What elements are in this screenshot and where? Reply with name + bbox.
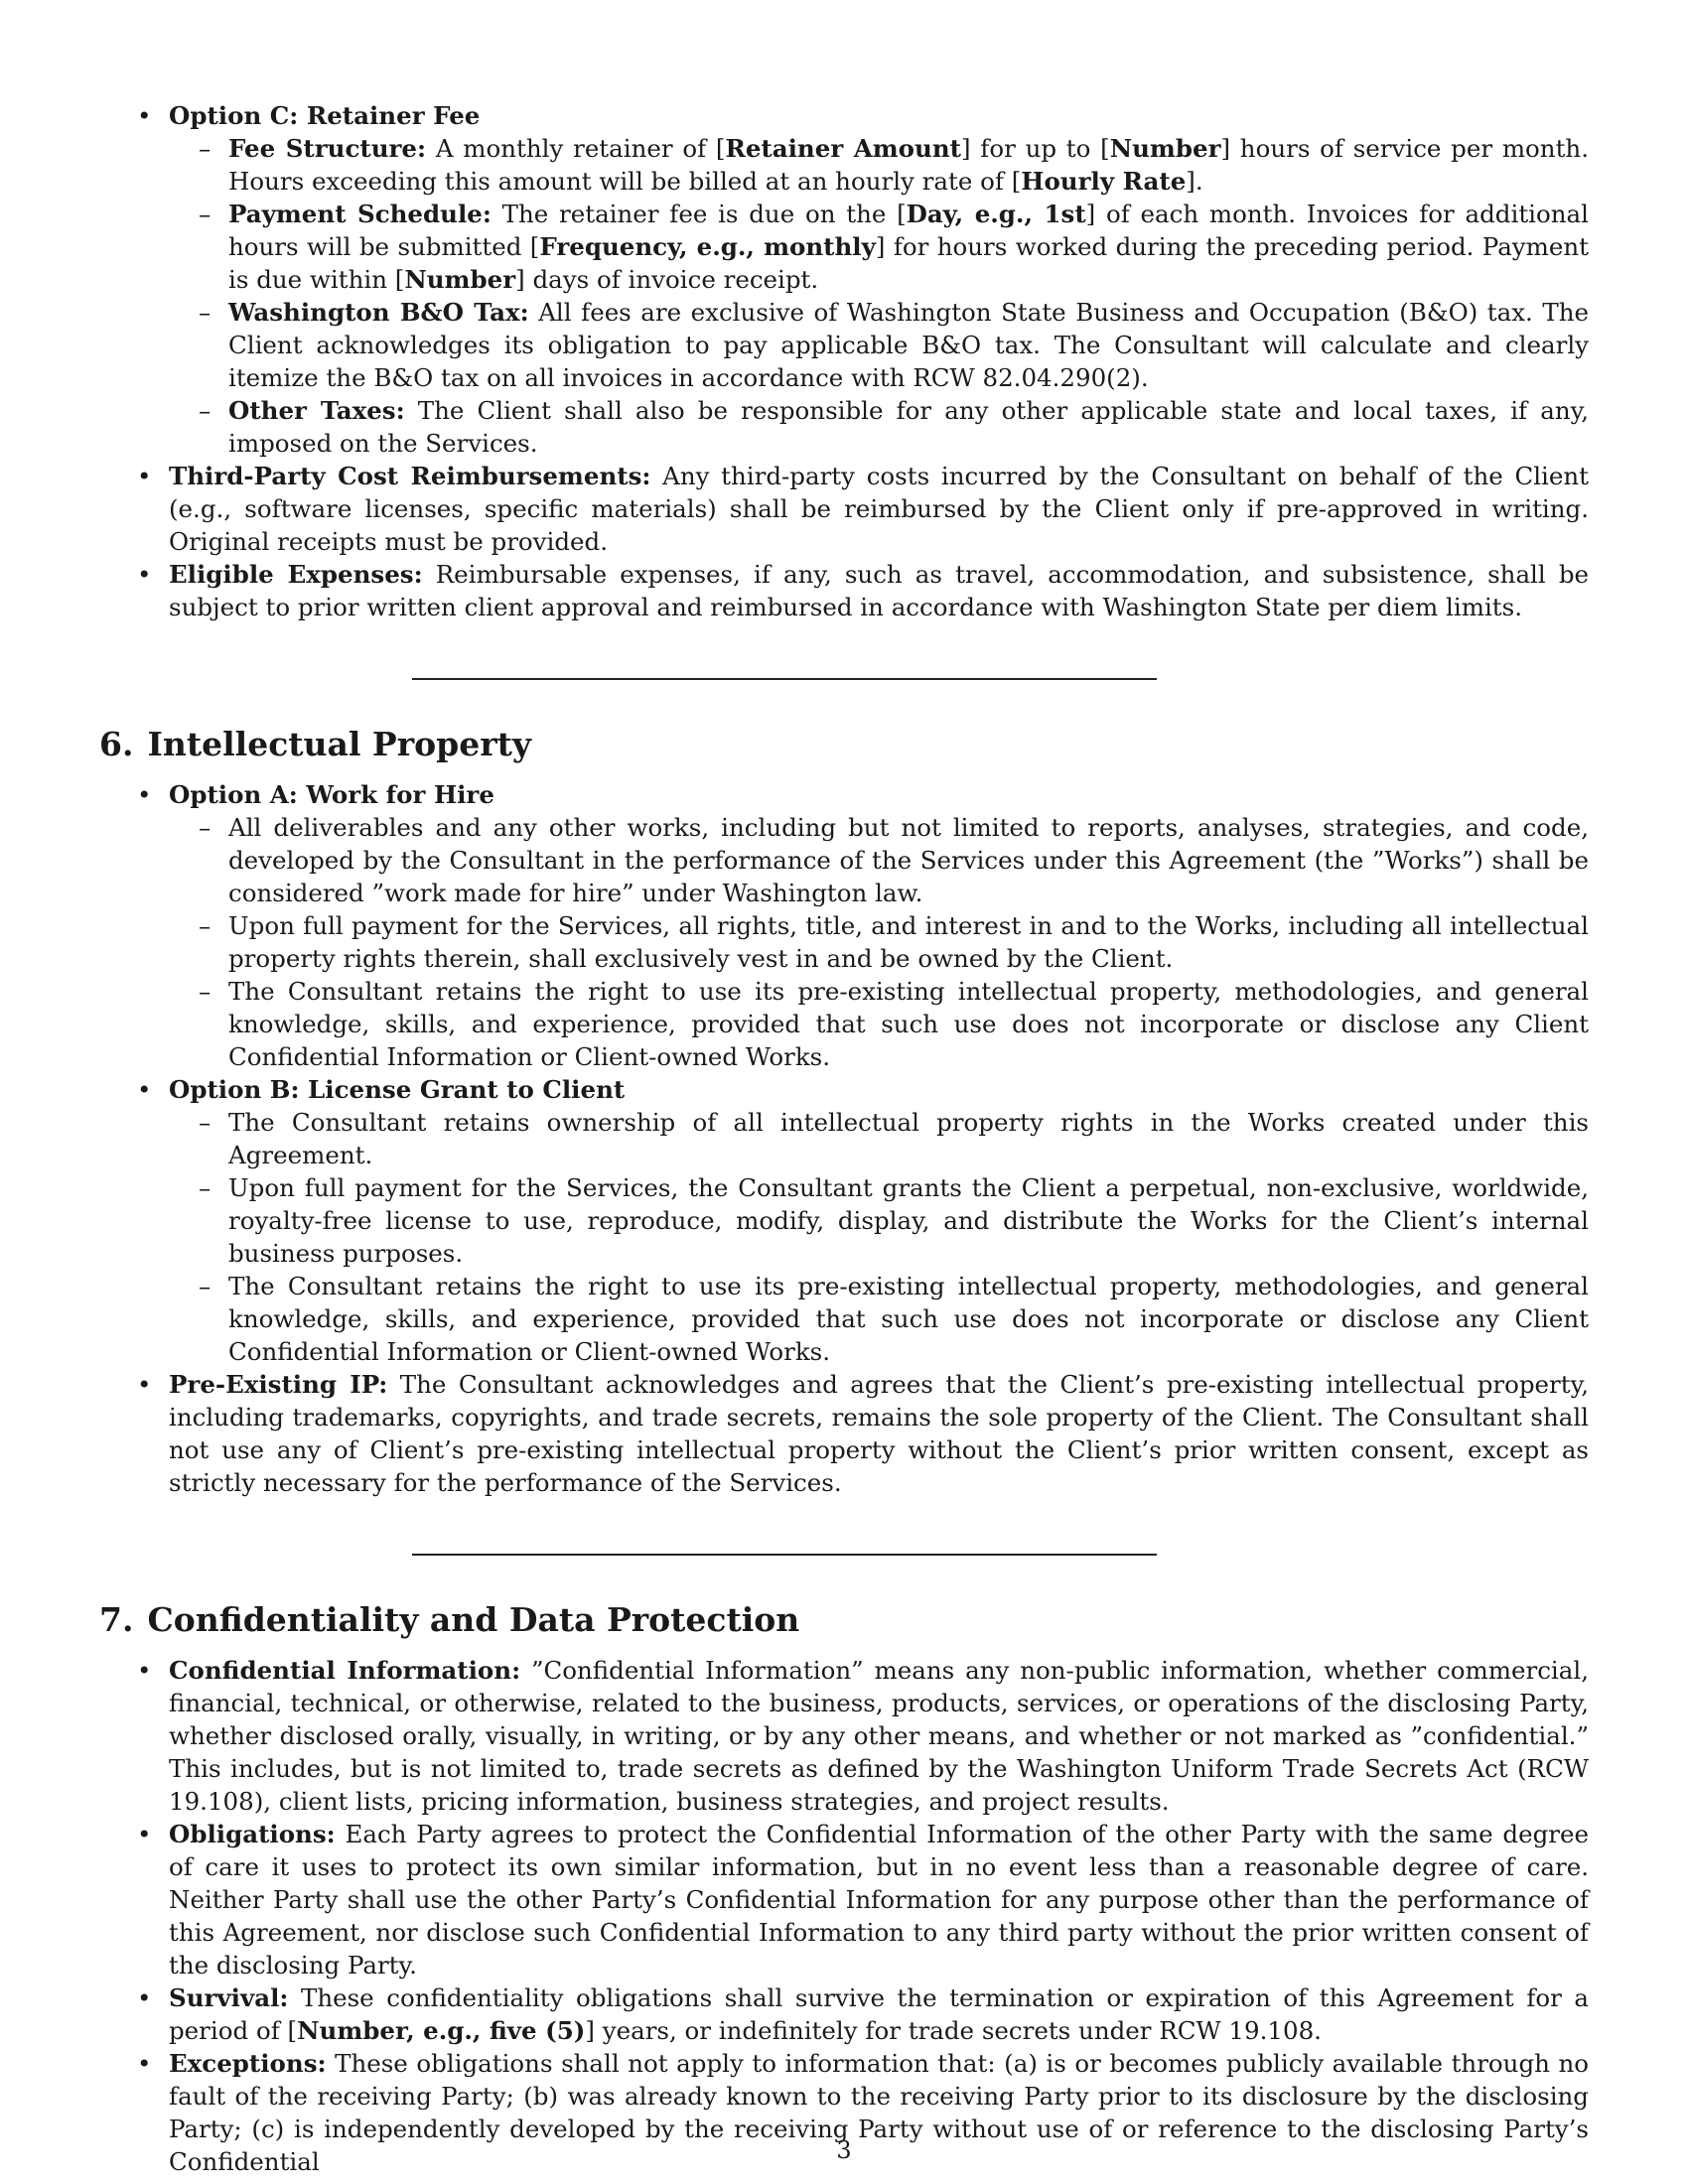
placeholder-field: Day, e.g., 1st — [906, 200, 1086, 228]
obligations-item — [99, 1818, 1589, 1981]
option-a-label: Option A: Work for Hire — [169, 780, 494, 809]
placeholder-field: Frequency, e.g., monthly — [539, 232, 876, 261]
retainer-subitem — [169, 198, 1589, 296]
pre-existing-ip-text: The Consultant acknowledges and agrees that the Client’s pre-existing intellectual property, including trademarks, copyrights, and trade secrets, remains the sole property of the Client. The Consultant shall not use any of Client’s pre-existing intellectual property without the Client’s prior written consent, except as strictly necessary for the performance of the Services. — [169, 1370, 1589, 1497]
retainer-subitem-text: ] hours of service per month. Hours exceeding this amount will be billed at an hourly rate of [ — [228, 134, 1589, 196]
confidential-info-label: Confidential Information: — [169, 1656, 521, 1685]
obligations-text: Each Party agrees to protect the Confidential Information of the other Party with the same degree of care it uses to protect its own similar information, but in no event less than a reasonable degree of care. Neither Party shall use the other Party’s Confidential Information for any purpose other than the performance of this Agreement, nor disclose such Confidential Information to any third party without the prior written consent of the disclosing Party. — [169, 1820, 1589, 1979]
fees-list — [99, 99, 1589, 623]
section-7-heading — [99, 1600, 1589, 1640]
placeholder-field: Number — [404, 265, 516, 294]
pre-existing-ip-label: Pre-Existing IP: — [169, 1370, 388, 1399]
list-item: – All deliverables and any other works, including but not limited to reports, analyses, strategies, and code, developed by the Consultant in the performance of the Services under this Agreement (the ”Works”) shall be considered ”work made for hire” under Washington law. — [169, 811, 1589, 909]
option-b-label: Option B: License Grant to Client — [169, 1075, 626, 1104]
section-7-number: 7. — [99, 1600, 134, 1639]
eligible-expenses-item — [99, 558, 1589, 623]
section-6-heading — [99, 725, 1589, 764]
option-b-item — [99, 1073, 1589, 1368]
retainer-subitem-text: The retainer fee is due on the [ — [501, 200, 907, 228]
retainer-subitem — [169, 132, 1589, 198]
retainer-subitem-text: All fees are exclusive of Washington State Business and Occupation (B&O) tax. The Client acknowledges its obligation to pay applicable B&O tax. The Consultant will calculate and clearly itemize the B&O tax on all invoices in accordance with RCW 82.04.290(2). — [228, 298, 1589, 392]
ip-list — [99, 778, 1589, 1499]
page-content — [99, 99, 1589, 2178]
retainer-subitem — [169, 296, 1589, 394]
eligible-expenses-label: Eligible Expenses: — [169, 560, 423, 589]
page-number: 3 — [836, 2136, 852, 2164]
third-party-text: Any third-party costs incurred by the Consultant on behalf of the Client (e.g., software licenses, specific materials) shall be reimbursed by the Client only if pre-approved in writing. Original receipts must be provided. — [169, 462, 1589, 556]
section-divider — [412, 678, 1157, 680]
placeholder-field: Hourly Rate — [1021, 167, 1187, 196]
list-item: – Upon full payment for the Services, all rights, title, and interest in and to the Works, including all intellectual property rights therein, shall exclusively vest in and be owned by the Client. — [169, 909, 1589, 975]
option-a-subitems — [169, 811, 1589, 1073]
exceptions-label: Exceptions: — [169, 2049, 327, 2078]
eligible-expenses-text: Reimbursable expenses, if any, such as travel, accommodation, and subsistence, shall be subject to prior written client approval and reimbursed in accordance with Washington State per diem limits. — [169, 560, 1589, 621]
exceptions-text: These obligations shall not apply to information that: (a) is or becomes publicly available through no fault of the receiving Party; (b) was already known to the receiving Party prior to its disclosure by the disclosing Party; (c) is independently developed by the receiving Party without use of or reference to the disclosing Party’s Confidential — [169, 2049, 1589, 2176]
retainer-subitem-label: Washington B&O Tax: — [228, 298, 529, 327]
survival-item — [99, 1981, 1589, 2047]
retainer-subitem-text: ] for up to [ — [960, 134, 1110, 163]
retainer-subitem-text: ] of each month. Invoices for additional hours will be submitted [ — [228, 200, 1589, 261]
retainer-subitem-label: Fee Structure: — [228, 134, 427, 163]
section-7-title: Confidentiality and Data Protection — [147, 1600, 800, 1639]
obligations-label: Obligations: — [169, 1820, 336, 1848]
third-party-item — [99, 460, 1589, 558]
confidential-info-item — [99, 1654, 1589, 1818]
confidential-info-text: ”Confidential Information” means any non-public information, whether commercial, financial, technical, or otherwise, related to the business, products, services, or operations of the disclosing Party, whether disclosed orally, visually, in writing, or by any other means, and whether or not marked as ”confidential.” This includes, but is not limited to, trade secrets as defined by the Washington Uniform Trade Secrets Act (RCW 19.108), client lists, pricing information, business strategies, and project results. — [169, 1656, 1589, 1816]
retainer-subitem-text: ] for hours worked during the preceding period. Payment is due within [ — [228, 232, 1589, 294]
placeholder-field: Retainer Amount — [725, 134, 961, 163]
survival-text-pre: These confidentiality obligations shall survive the termination or expiration of this Agreement for a period of [ — [169, 1983, 1590, 2045]
list-item: – The Consultant retains ownership of all intellectual property rights in the Works created under this Agreement. — [169, 1106, 1589, 1171]
option-c-item — [99, 99, 1589, 460]
retainer-subitem-text: ] days of invoice receipt. — [515, 265, 819, 294]
retainer-subitem-label: Payment Schedule: — [228, 200, 492, 228]
confidentiality-list — [99, 1654, 1589, 2178]
pre-existing-ip-item — [99, 1368, 1589, 1499]
option-a-item — [99, 778, 1589, 1073]
option-c-label: Option C: Retainer Fee — [169, 101, 481, 130]
survival-text-post: ] years, or indefinitely for trade secrets under RCW 19.108. — [585, 2016, 1322, 2045]
retainer-subitem-label: Other Taxes: — [228, 396, 405, 425]
survival-label: Survival: — [169, 1983, 289, 2012]
retainer-subitems — [169, 132, 1589, 460]
third-party-label: Third-Party Cost Reimbursements: — [169, 462, 651, 490]
list-item: – Upon full payment for the Services, the Consultant grants the Client a perpetual, non-exclusive, worldwide, royalty-free license to use, reproduce, modify, display, and distribute the Works for the Client’s internal business purposes. — [169, 1171, 1589, 1270]
retainer-subitem-text: ]. — [1186, 167, 1203, 196]
section-6-number: 6. — [99, 725, 134, 763]
option-b-subitems — [169, 1106, 1589, 1368]
list-item: – The Consultant retains the right to use its pre-existing intellectual property, methodologies, and general knowledge, skills, and experience, provided that such use does not incorporate or disclose any Client Confidential Information or Client-owned Works. — [169, 975, 1589, 1073]
placeholder-field: Number — [1109, 134, 1221, 163]
section-divider — [412, 1554, 1157, 1556]
retainer-subitem — [169, 394, 1589, 460]
survival-placeholder: Number, e.g., five (5) — [297, 2016, 586, 2045]
section-6-title: Intellectual Property — [147, 725, 532, 763]
list-item: – The Consultant retains the right to use its pre-existing intellectual property, methodologies, and general knowledge, skills, and experience, provided that such use does not incorporate or disclose any Client Confidential Information or Client-owned Works. — [169, 1270, 1589, 1368]
retainer-subitem-text: The Client shall also be responsible for any other applicable state and local taxes, if any, imposed on the Services. — [228, 396, 1589, 458]
retainer-subitem-text: A monthly retainer of [ — [435, 134, 726, 163]
